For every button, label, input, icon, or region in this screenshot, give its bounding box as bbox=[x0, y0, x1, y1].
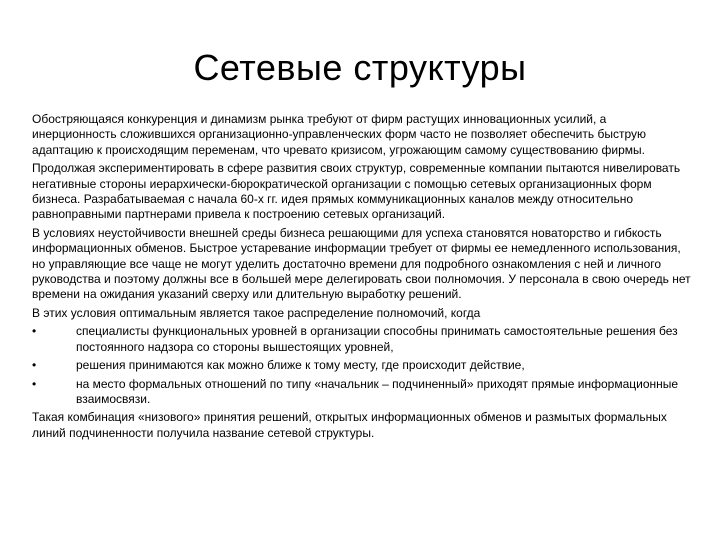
closing-paragraph: Такая комбинация «низового» принятия решений, открытых информационных обменов и размытых формальных линий подчиненности получила название сетевой структуры. bbox=[32, 410, 667, 440]
slide-body bbox=[32, 112, 692, 444]
bullet-item-1 bbox=[32, 324, 692, 355]
slide-title: Сетевые структуры bbox=[193, 47, 527, 88]
bullet-text: на место формальных отношений по типу «начальник – подчиненный» приходят прямые информационные взаимосвязи. bbox=[76, 376, 679, 406]
paragraph-3: В условиях неустойчивости внешней среды бизнеса решающими для успеха становятся новаторство и гибкость информационных обменов. Быстрое устаревание информации требует от фирмы ее немедленного использования, но управляющие все чаще не могут уделить достаточно времени для подробного ознакомления с ней и личного руководства и поэтому должны все в большей мере делегировать свои полномочия. У персонала в свою очередь нет времени на ожидания указаний сверху или длительную выработку решений. bbox=[32, 225, 691, 302]
paragraph-1: Обостряющаяся конкуренция и динамизм рынка требуют от фирм растущих инновационных усилий, а инерционность сложившихся организационно-управленческих форм часто не позволяет обеспечить быструю адаптацию к происходящим переменам, что чревато кризисом, угрожающим самому существованию фирмы. bbox=[32, 112, 646, 157]
bullet-text: специалисты функциональных уровней в организации способны принимать самостоятельные решения без постоянного надзора со стороны вышестоящих уровней, bbox=[76, 324, 678, 354]
bullet-text: решения принимаются как можно ближе к тому месту, где происходит действие, bbox=[76, 358, 525, 373]
bullet-item-3 bbox=[32, 377, 692, 408]
paragraph-4: В этих условия оптимальным является такое распределение полномочий, когда bbox=[32, 305, 481, 320]
bullet-mark: • bbox=[32, 358, 37, 373]
bullet-mark: • bbox=[32, 376, 37, 391]
bullet-mark: • bbox=[32, 324, 37, 339]
bullet-item-2 bbox=[32, 358, 692, 373]
paragraph-2: Продолжая экспериментировать в сфере развития своих структур, современные компании пытаются нивелировать негативные стороны иерархически-бюрократической организации с помощью сетевых организационных форм бизнеса. Разрабатываемая с начала 60-х гг. идея прямых коммуникационных каналов между относительно равноправными партнерами привела к построению сетевых организаций. bbox=[32, 161, 681, 222]
